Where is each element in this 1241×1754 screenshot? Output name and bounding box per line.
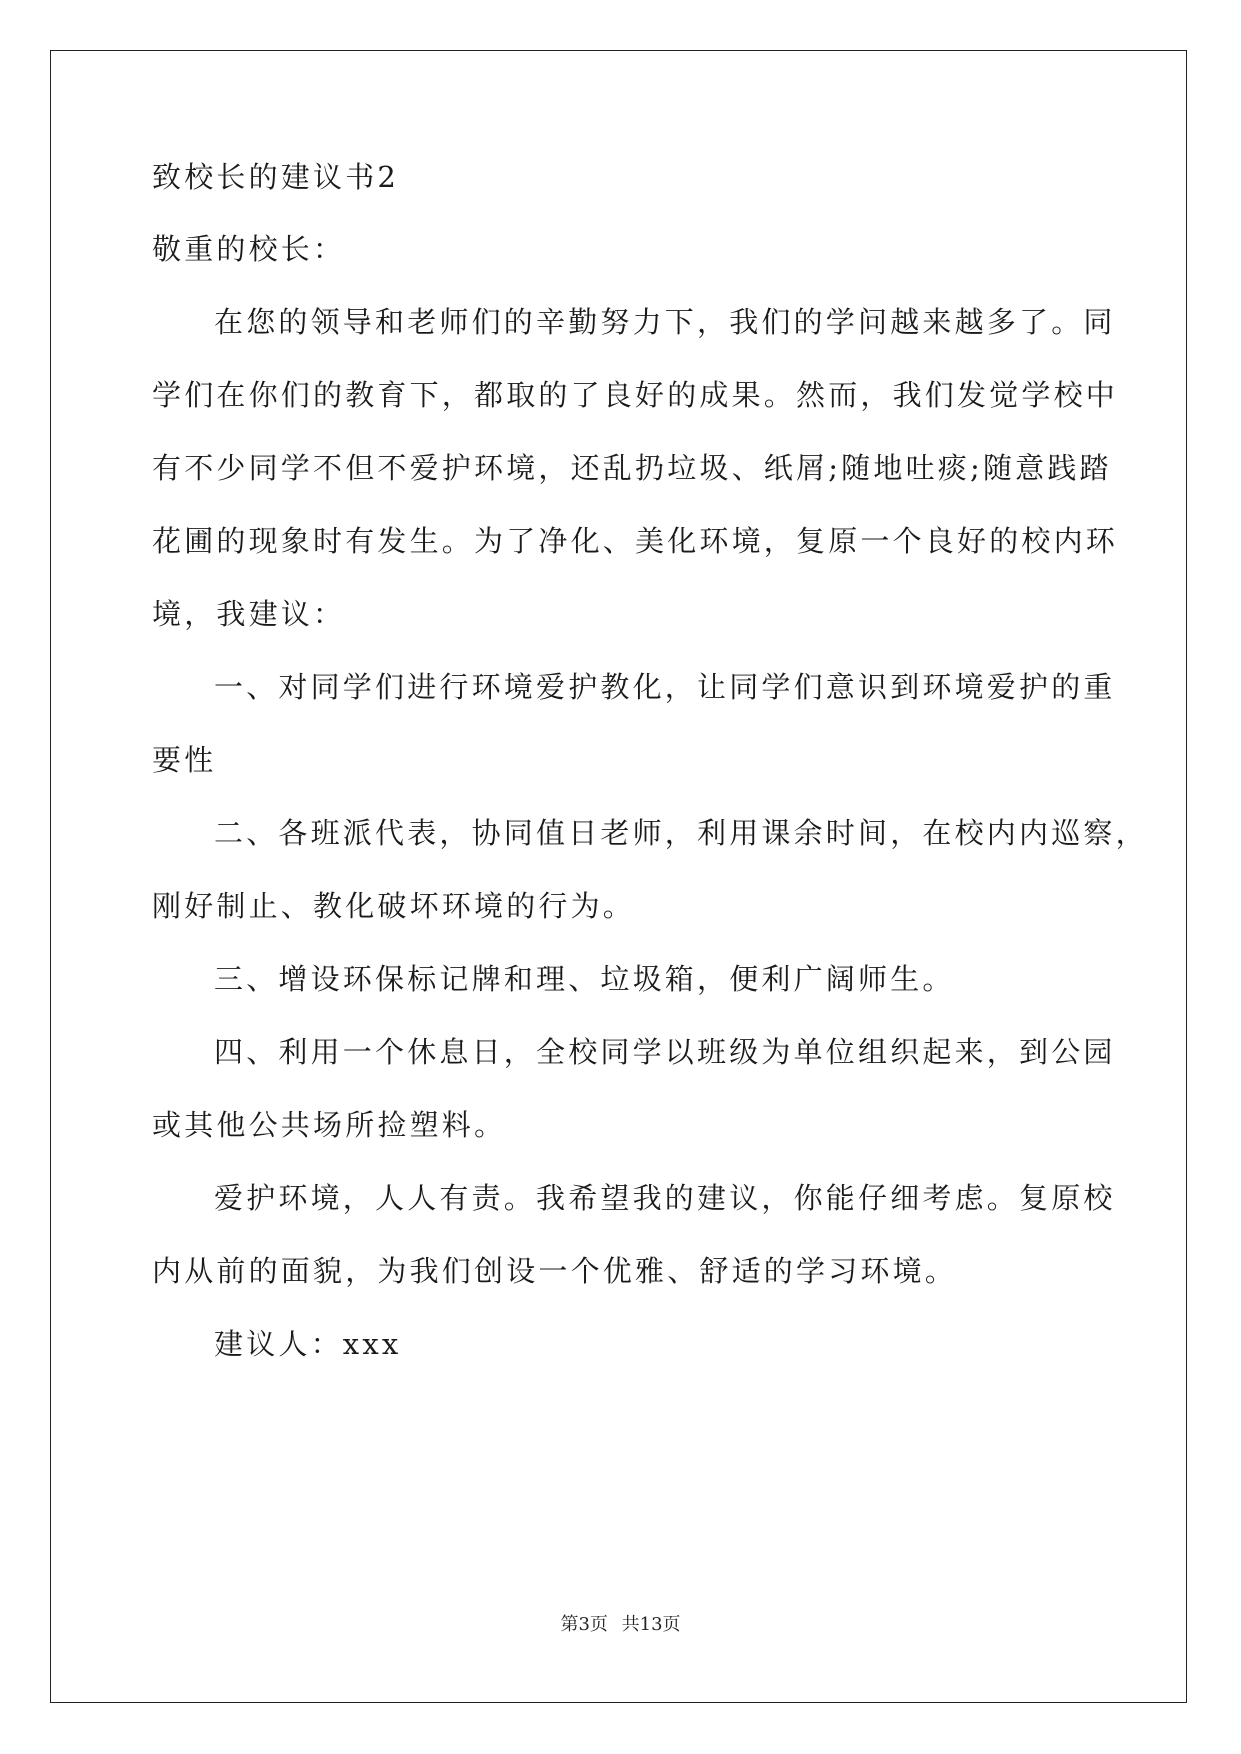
suggestion-4-line: 或其他公共场所捡塑料。 [152,1108,507,1142]
page-number: 第3页 [560,1614,608,1635]
salutation: 敬重的校长： [152,232,346,266]
paragraph-line: 花圃的现象时有发生。为了净化、美化环境，复原一个良好的校内环 [152,524,1119,558]
page-footer [0,1610,1241,1636]
page-border [50,50,1187,1703]
suggestion-1-line: 要性 [152,743,217,777]
suggestion-2-line: 刚好制止、教化破坏环境的行为。 [152,889,636,923]
document-title: 致校长的建议书2 [152,160,400,194]
total-pages: 共13页 [621,1614,681,1635]
paragraph-line: 在您的领导和老师们的辛勤努力下，我们的学问越来越多了。同 [214,305,1116,339]
suggestion-2-line: 二、各班派代表，协同值日老师，利用课余时间，在校内内巡察， [214,816,1148,850]
suggestion-3-line: 三、增设环保标记牌和理、垃圾箱，便利广阔师生。 [214,962,955,996]
suggestion-4-line: 四、利用一个休息日，全校同学以班级为单位组织起来，到公园 [214,1035,1116,1069]
closing-line: 爱护环境，人人有责。我希望我的建议，你能仔细考虑。复原校 [214,1181,1116,1215]
closing-line: 内从前的面貌，为我们创设一个优雅、舒适的学习环境。 [152,1254,958,1288]
paragraph-line: 有不少同学不但不爱护环境，还乱扔垃圾、纸屑;随地吐痰;随意践踏 [152,451,1112,485]
paragraph-line: 境，我建议： [152,597,346,631]
paragraph-line: 学们在你们的教育下，都取的了良好的成果。然而，我们发觉学校中 [152,378,1119,412]
suggestion-1-line: 一、对同学们进行环境爱护教化，让同学们意识到环境爱护的重 [214,670,1116,704]
signature-line: 建议人：xxx [214,1327,402,1361]
